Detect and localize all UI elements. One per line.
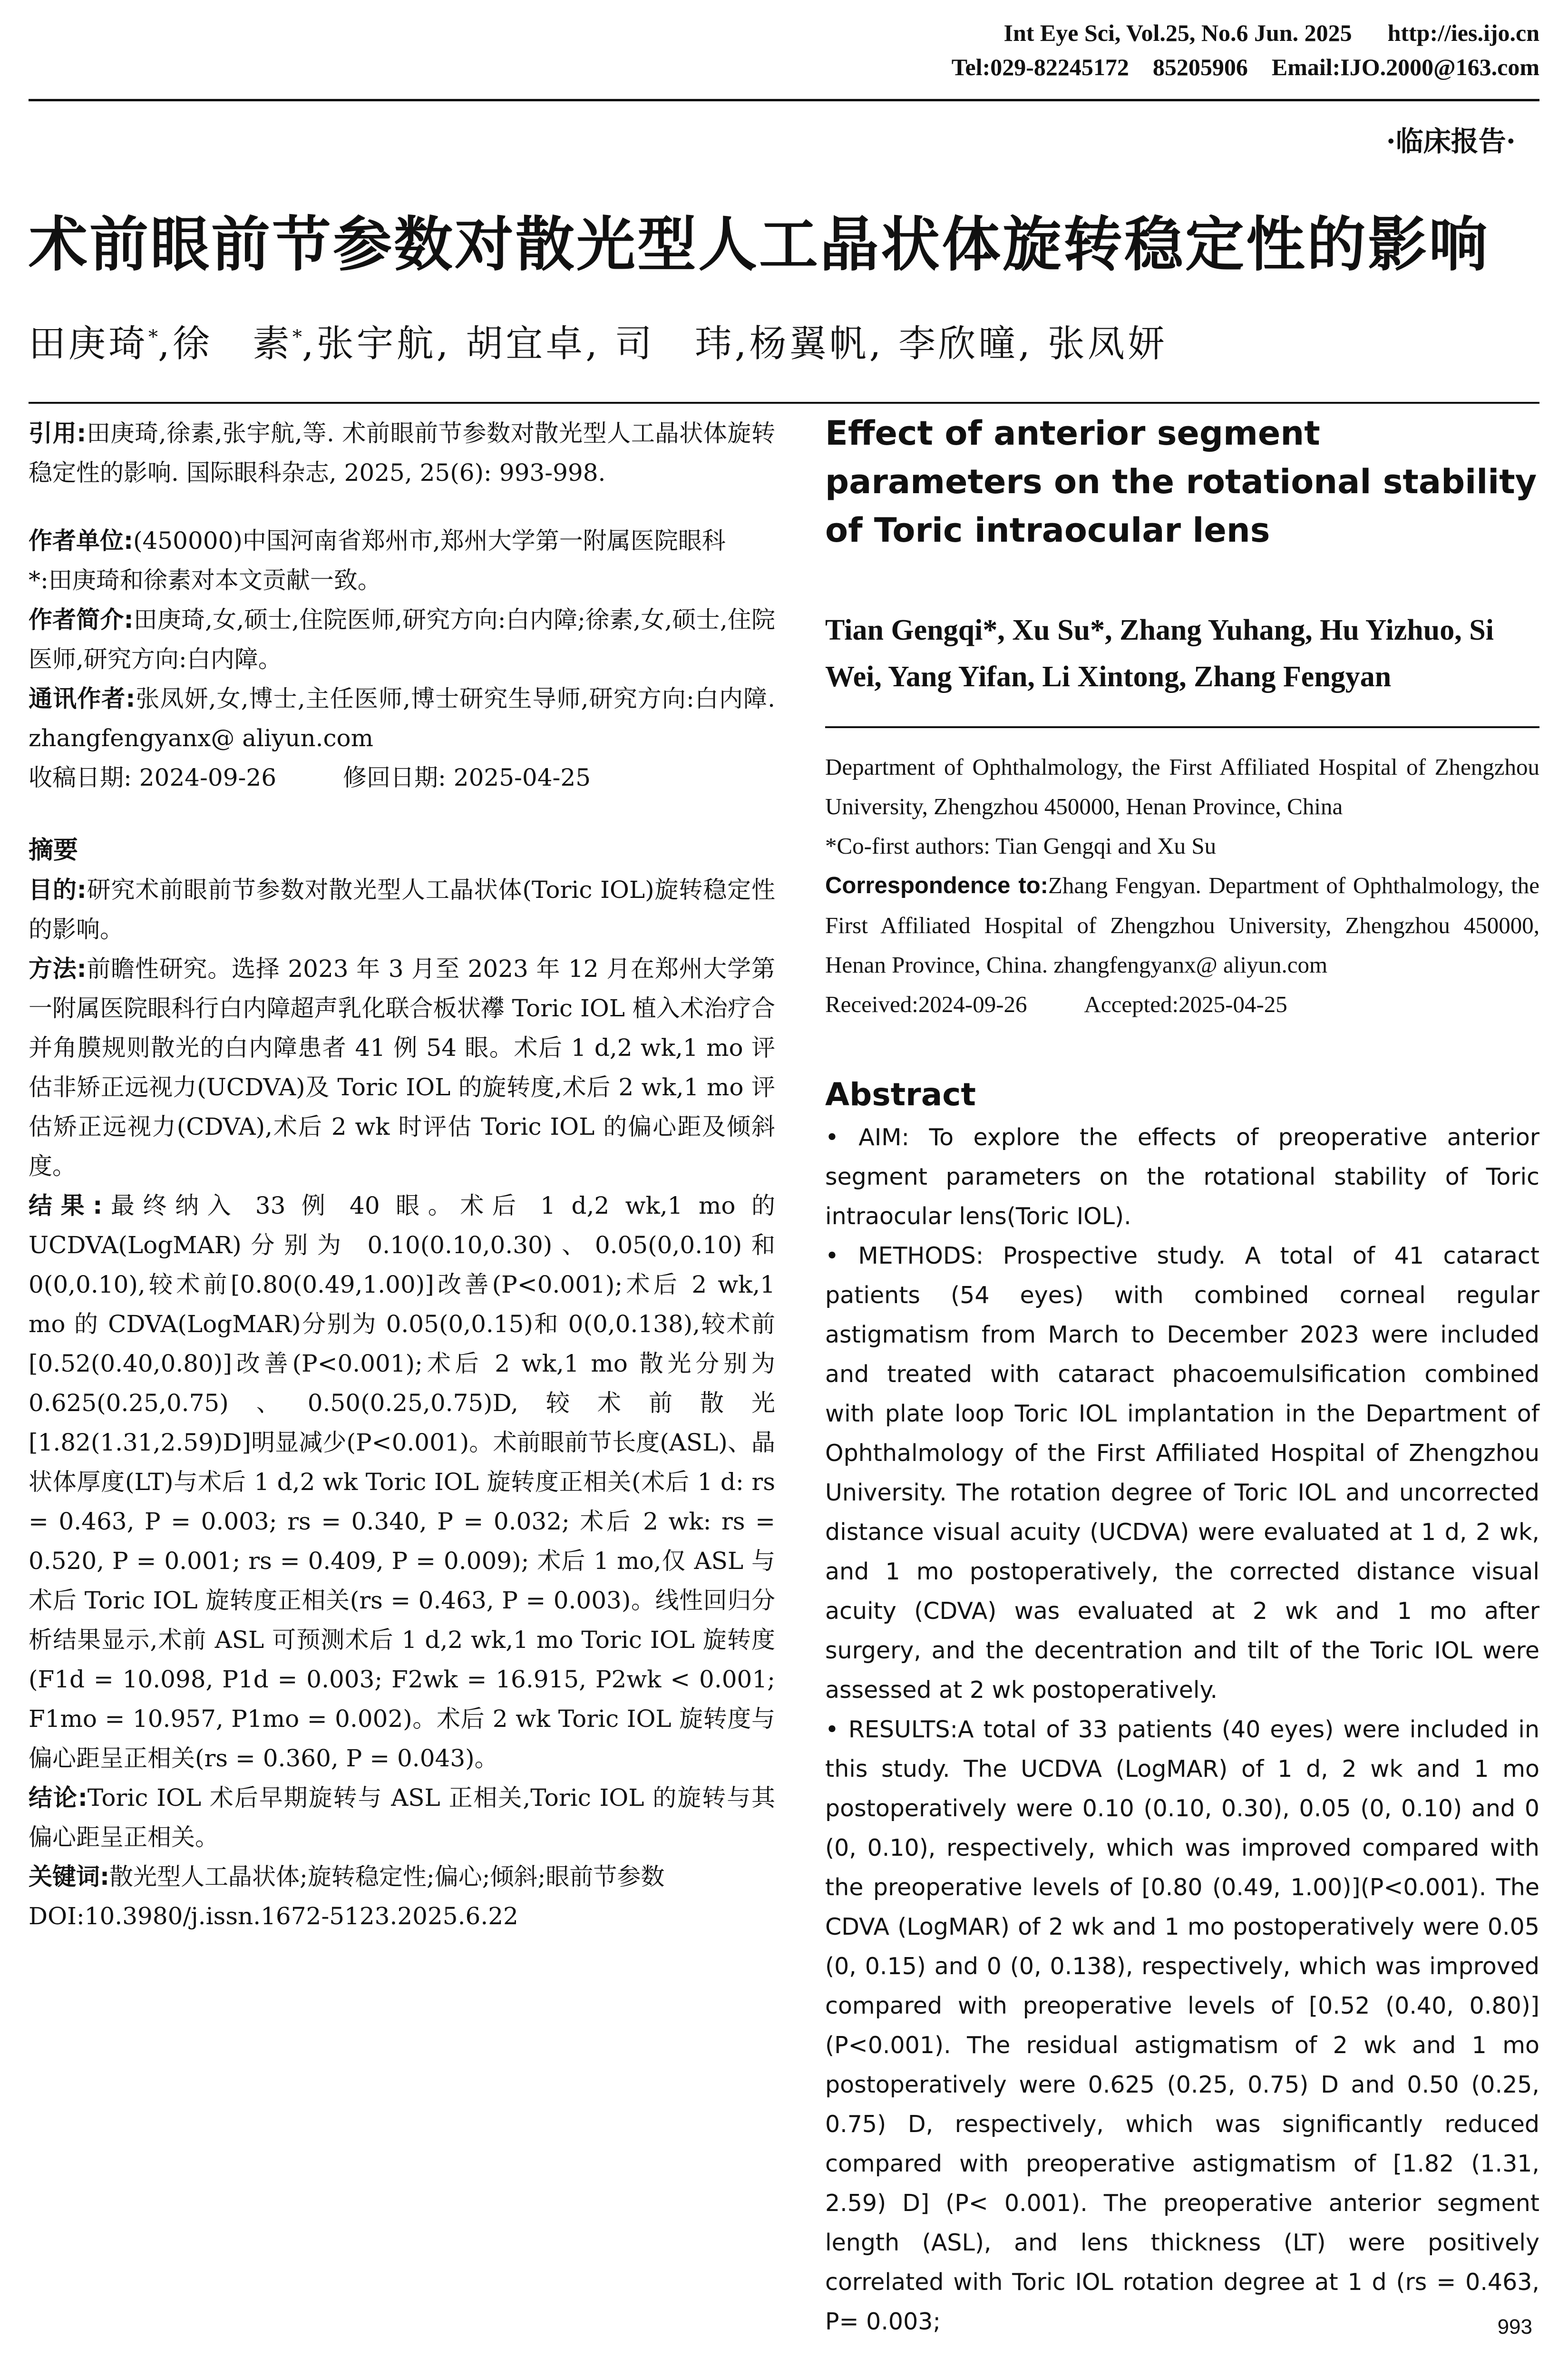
abstract-results-cn: 结果:最终纳入 33 例 40 眼。术后 1 d,2 wk,1 mo 的 UCDVA(LogMAR)分别为 0.10(0.10,0.30)、0.05(0,0.10)和 0(0,0.10),较术前[0.80(0.49,1.00)]改善(P<0.001);术后 2 wk,1 mo 的 CDVA(LogMAR)分别为 0.05(0,0.15)和 0(0,0.138),较术前[0.52(0.40,0.80)]改善(P<0.001);术后 2 wk,1 mo 散光分别为 0.625(0.25,0.75)、0.50(0.25,0.75)D,较术前散光[1.82(1.31,2.59)D]明显减少(P<0.001)。术前眼前节长度(ASL)、晶状体厚度(LT)与术后 1 d,2 wk Toric IOL 旋转度正相关(术后 1 d: rs = 0.463, P = 0.003; rs = 0.340, P = 0.032; 术后 2 wk: rs = 0.520, P = 0.001; rs = 0.409, P = 0.009); 术后 1 mo,仅 ASL 与术后 Toric IOL 旋转度正相关(rs = 0.463, P = 0.003)。线性回归分析结果显示,术前 ASL 可预测术后 1 d,2 wk,1 mo Toric IOL 旋转度(F1d = 10.098, P1d = 0.003; F2wk = 16.915, P2wk < 0.001; F1mo = 10.957, P1mo = 0.002)。术后 2 wk Toric IOL 旋转度与偏心距呈正相关(rs = 0.360, P = 0.043)。 <box>29 1192 775 1772</box>
citation: 引用:田庚琦,徐素,张宇航,等. 术前眼前节参数对散光型人工晶状体旋转稳定性的影响. 国际眼科杂志, 2025, 25(6): 993-998. <box>29 419 776 487</box>
equal-contribution-note: *:田庚琦和徐素对本文贡献一致。 <box>29 566 381 594</box>
abstract-methods-cn: 方法:前瞻性研究。选择 2023 年 3 月至 2023 年 12 月在郑州大学第一附属医院眼科行白内障超声乳化联合板状襻 Toric IOL 植入术治疗合并角膜规则散光的白内障患者 41 例 54 眼。术后 1 d,2 wk,1 mo 评估非矫正远视力(UCDVA)及 Toric IOL 的旋转度,术后 2 wk,1 mo 评估矫正远视力(CDVA),术后 2 wk 时评估 Toric IOL 的偏心距及倾斜度。 <box>29 955 775 1180</box>
cofirst-mark-1: * <box>148 326 158 348</box>
section-label: ·临床报告· <box>1386 125 1516 157</box>
authors-en: Tian Gengqi*, Xu Su*, Zhang Yuhang, Hu Yizhuo, Si Wei, Yang Yifan, Li Xintong, Zhang Fengyan <box>825 614 1494 693</box>
cofirst-mark-2: * <box>292 326 302 348</box>
author-1: 田庚琦 <box>29 322 149 365</box>
cofirst-note-en: *Co-first authors: Tian Gengqi and Xu Su <box>825 833 1217 859</box>
header-rule <box>29 99 1539 101</box>
abstract-en <box>825 1118 1539 2341</box>
keywords-cn: 关键词:散光型人工晶状体;旋转稳定性;偏心;倾斜;眼前节参数 <box>29 1863 665 1890</box>
author-unit: 作者单位:(450000)中国河南省郑州市,郑州大学第一附属医院眼科 <box>29 527 726 555</box>
affiliation-rule <box>825 726 1539 728</box>
journal-citation-line: Int Eye Sci, Vol.25, No.6 Jun. 2025 http://ies.ijo.cn <box>1003 19 1539 46</box>
manuscript-dates <box>29 758 775 798</box>
authors-cn: 田庚琦*,徐 素*,张宇航, 胡宜卓, 司 玮,杨翼帆, 李欣曈, 张凤妍 <box>29 322 1168 365</box>
journal-header <box>29 19 1539 102</box>
authors-rest: 张宇航, 胡宜卓, 司 玮,杨翼帆, 李欣曈, 张凤妍 <box>316 322 1168 365</box>
corresponding-author: 通讯作者:张凤妍,女,博士,主任医师,博士研究生导师,研究方向:白内障. zhangfengyanx@ aliyun.com <box>29 685 775 752</box>
article-title-cn: 术前眼前节参数对散光型人工晶状体旋转稳定性的影响 <box>29 211 1490 279</box>
left-column <box>29 414 775 1936</box>
received-date-en: Received:2024-09-26 <box>825 991 1027 1017</box>
abstract-heading-en: Abstract <box>825 1076 976 1113</box>
author-bio: 作者简介:田庚琦,女,硕士,住院医师,研究方向:白内障;徐素,女,硕士,住院医师,研究方向:白内障。 <box>29 606 775 673</box>
journal-contact-line: Tel:029-82245172 85205906 Email:IJO.2000@163.com <box>951 54 1539 80</box>
abstract-methods-en: • METHODS: Prospective study. A total of 41 cataract patients (54 eyes) with combined corneal regular astigmatism from March to December 2023 were included and treated with cataract phacoemulsification combined with plate loop Toric IOL implantation in the Department of Ophthalmology of the First Affiliated Hospital of Zhengzhou University. The rotation degree of Toric IOL and uncorrected distance visual acuity (UCDVA) were evaluated at 1 d, 2 wk, and 1 mo postoperatively, the corrected distance visual acuity (CDVA) was evaluated at 2 wk and 1 mo after surgery, and the decentration and tilt of the Toric IOL were assessed at 2 wk postoperatively. <box>825 1242 1540 1704</box>
abstract-heading-cn: 摘要 <box>29 836 78 865</box>
page-number: 993 <box>1497 2315 1532 2338</box>
abstract-results-en: • RESULTS:A total of 33 patients (40 eyes) were included in this study. The UCDVA (LogMAR) of 1 d, 2 wk and 1 mo postoperatively were 0.10 (0.10, 0.30), 0.05 (0, 0.10) and 0 (0, 0.10), respectively, which was improved compared with the preoperative levels of [0.80 (0.49, 1.00)](P<0.001). The CDVA (LogMAR) of 2 wk and 1 mo postoperatively were 0.05 (0, 0.15) and 0 (0, 0.138), respectively, which was improved compared with preoperative levels of [0.52 (0.40, 0.80)] (P<0.001). The residual astigmatism of 2 wk and 1 mo postoperatively were 0.625 (0.25, 0.75) D and 0.50 (0.25, 0.75) D, respectively, which was significantly reduced compared with preoperative astigmatism of [1.82 (1.31, 2.59) D] (P< 0.001). The preoperative anterior segment length (ASL), and lens thickness (LT) were positively correlated with Toric IOL rotation degree at 1 d (rs = 0.463, P= 0.003; <box>825 1716 1539 2335</box>
accepted-date-en: Accepted:2025-04-25 <box>1084 991 1287 1017</box>
manuscript-dates-en <box>825 984 1539 1024</box>
abstract-conclusion-cn: 结论:Toric IOL 术后早期旋转与 ASL 正相关,Toric IOL 的旋转与其偏心距呈正相关。 <box>29 1784 775 1851</box>
abstract-aim-en: • AIM: To explore the effects of preoperative anterior segment parameters on the rotational stability of Toric intraocular lens(Toric IOL). <box>825 1124 1539 1230</box>
doi: DOI:10.3980/j.issn.1672-5123.2025.6.22 <box>29 1902 518 1930</box>
title-rule <box>29 402 1539 404</box>
revised-date: 修回日期: 2025-04-25 <box>343 764 591 791</box>
abstract-aim-cn: 目的:研究术前眼前节参数对散光型人工晶状体(Toric IOL)旋转稳定性的影响。 <box>29 876 775 943</box>
received-date: 收稿日期: 2024-09-26 <box>29 764 277 791</box>
affiliation-block <box>825 747 1539 1024</box>
correspondence-en: Correspondence to:Zhang Fengyan. Department of Ophthalmology, the First Affiliated Hospital of Zhengzhou University, Zhengzhou 450000, Henan Province, China. zhangfengyanx@ aliyun.com <box>825 872 1539 978</box>
right-column <box>825 409 1539 2341</box>
author-2: 徐 素 <box>172 322 292 365</box>
affiliation-en: Department of Ophthalmology, the First Affiliated Hospital of Zhengzhou University, Zhengzhou 450000, Henan Province, China <box>825 754 1539 819</box>
article-title-en: Effect of anterior segment parameters on the rotational stability of Toric intraocular lens <box>825 414 1537 550</box>
